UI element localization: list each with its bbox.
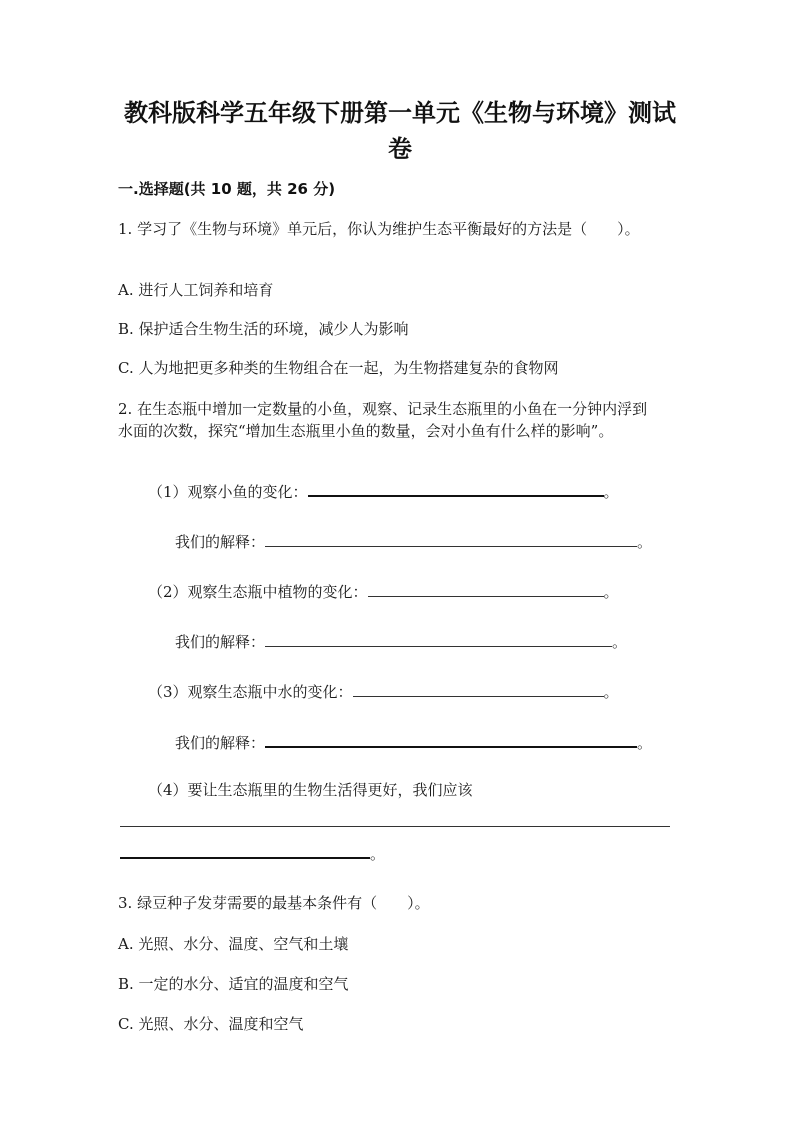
explain-label: 我们的解释： bbox=[175, 734, 266, 752]
question-3-stem: 3. 绿豆种子发芽需要的最基本条件有（ ）。 bbox=[118, 894, 430, 912]
explain-label: 我们的解释： bbox=[175, 633, 266, 651]
blank-period: 。 bbox=[637, 734, 653, 752]
question-2-sub4: （4）要让生态瓶里的生物生活得更好，我们应该 bbox=[148, 781, 473, 799]
question-2-sub4-answer bbox=[120, 841, 385, 866]
explain-label: 我们的解释： bbox=[175, 533, 266, 551]
question-2-sub3 bbox=[148, 680, 619, 704]
document-title: 教科版科学五年级下册第一单元《生物与环境》测试卷 bbox=[124, 99, 676, 163]
answer-blank-3[interactable] bbox=[353, 680, 604, 697]
answer-blank-1[interactable] bbox=[308, 479, 604, 497]
question-1-stem: 1. 学习了《生物与环境》单元后，你认为维护生态平衡最好的方法是（ ）。 bbox=[118, 220, 640, 238]
blank-period: 。 bbox=[612, 633, 628, 651]
blank-period: 。 bbox=[603, 583, 619, 601]
question-1-option-a: A. 进行人工饲养和培育 bbox=[118, 281, 274, 299]
question-3-option-a: A. 光照、水分、温度、空气和土壤 bbox=[118, 935, 349, 953]
question-2-stem: 2. 在生态瓶中增加一定数量的小鱼，观察、记录生态瓶里的小鱼在一分钟内浮到水面的次数，探究“增加生态瓶里小鱼的数量，会对小鱼有什么样的影响”。 bbox=[118, 400, 648, 440]
blank-period: 。 bbox=[637, 533, 653, 551]
blank-period: 。 bbox=[370, 845, 386, 863]
explain-blank-3[interactable] bbox=[265, 730, 637, 748]
blank-period: 。 bbox=[603, 483, 619, 501]
answer-blank-2[interactable] bbox=[368, 580, 604, 597]
explain-blank-2[interactable] bbox=[265, 630, 612, 647]
question-2-sub2 bbox=[148, 580, 619, 604]
question-3-option-b: B. 一定的水分、适宜的温度和空气 bbox=[118, 975, 349, 993]
question-3-option-c: C. 光照、水分、温度和空气 bbox=[118, 1015, 304, 1033]
question-2-sub1 bbox=[148, 479, 619, 504]
answer-blank-4[interactable] bbox=[120, 841, 370, 859]
answer-line-full[interactable] bbox=[120, 826, 670, 827]
question-2-explain-1 bbox=[175, 530, 652, 554]
sub2-label: （2）观察生态瓶中植物的变化： bbox=[148, 583, 368, 601]
question-2-explain-2 bbox=[175, 630, 627, 654]
blank-period: 。 bbox=[603, 683, 619, 701]
explain-blank-1[interactable] bbox=[265, 530, 637, 547]
sub3-label: （3）观察生态瓶中水的变化： bbox=[148, 683, 353, 701]
question-2-explain-3 bbox=[175, 730, 652, 755]
section-heading: 一.选择题(共 10 题，共 26 分) bbox=[118, 180, 336, 198]
sub1-label: （1）观察小鱼的变化： bbox=[148, 483, 308, 501]
question-1-option-b: B. 保护适合生物生活的环境，减少人为影响 bbox=[118, 320, 409, 338]
question-1-option-c: C. 人为地把更多种类的生物组合在一起，为生物搭建复杂的食物网 bbox=[118, 359, 559, 377]
